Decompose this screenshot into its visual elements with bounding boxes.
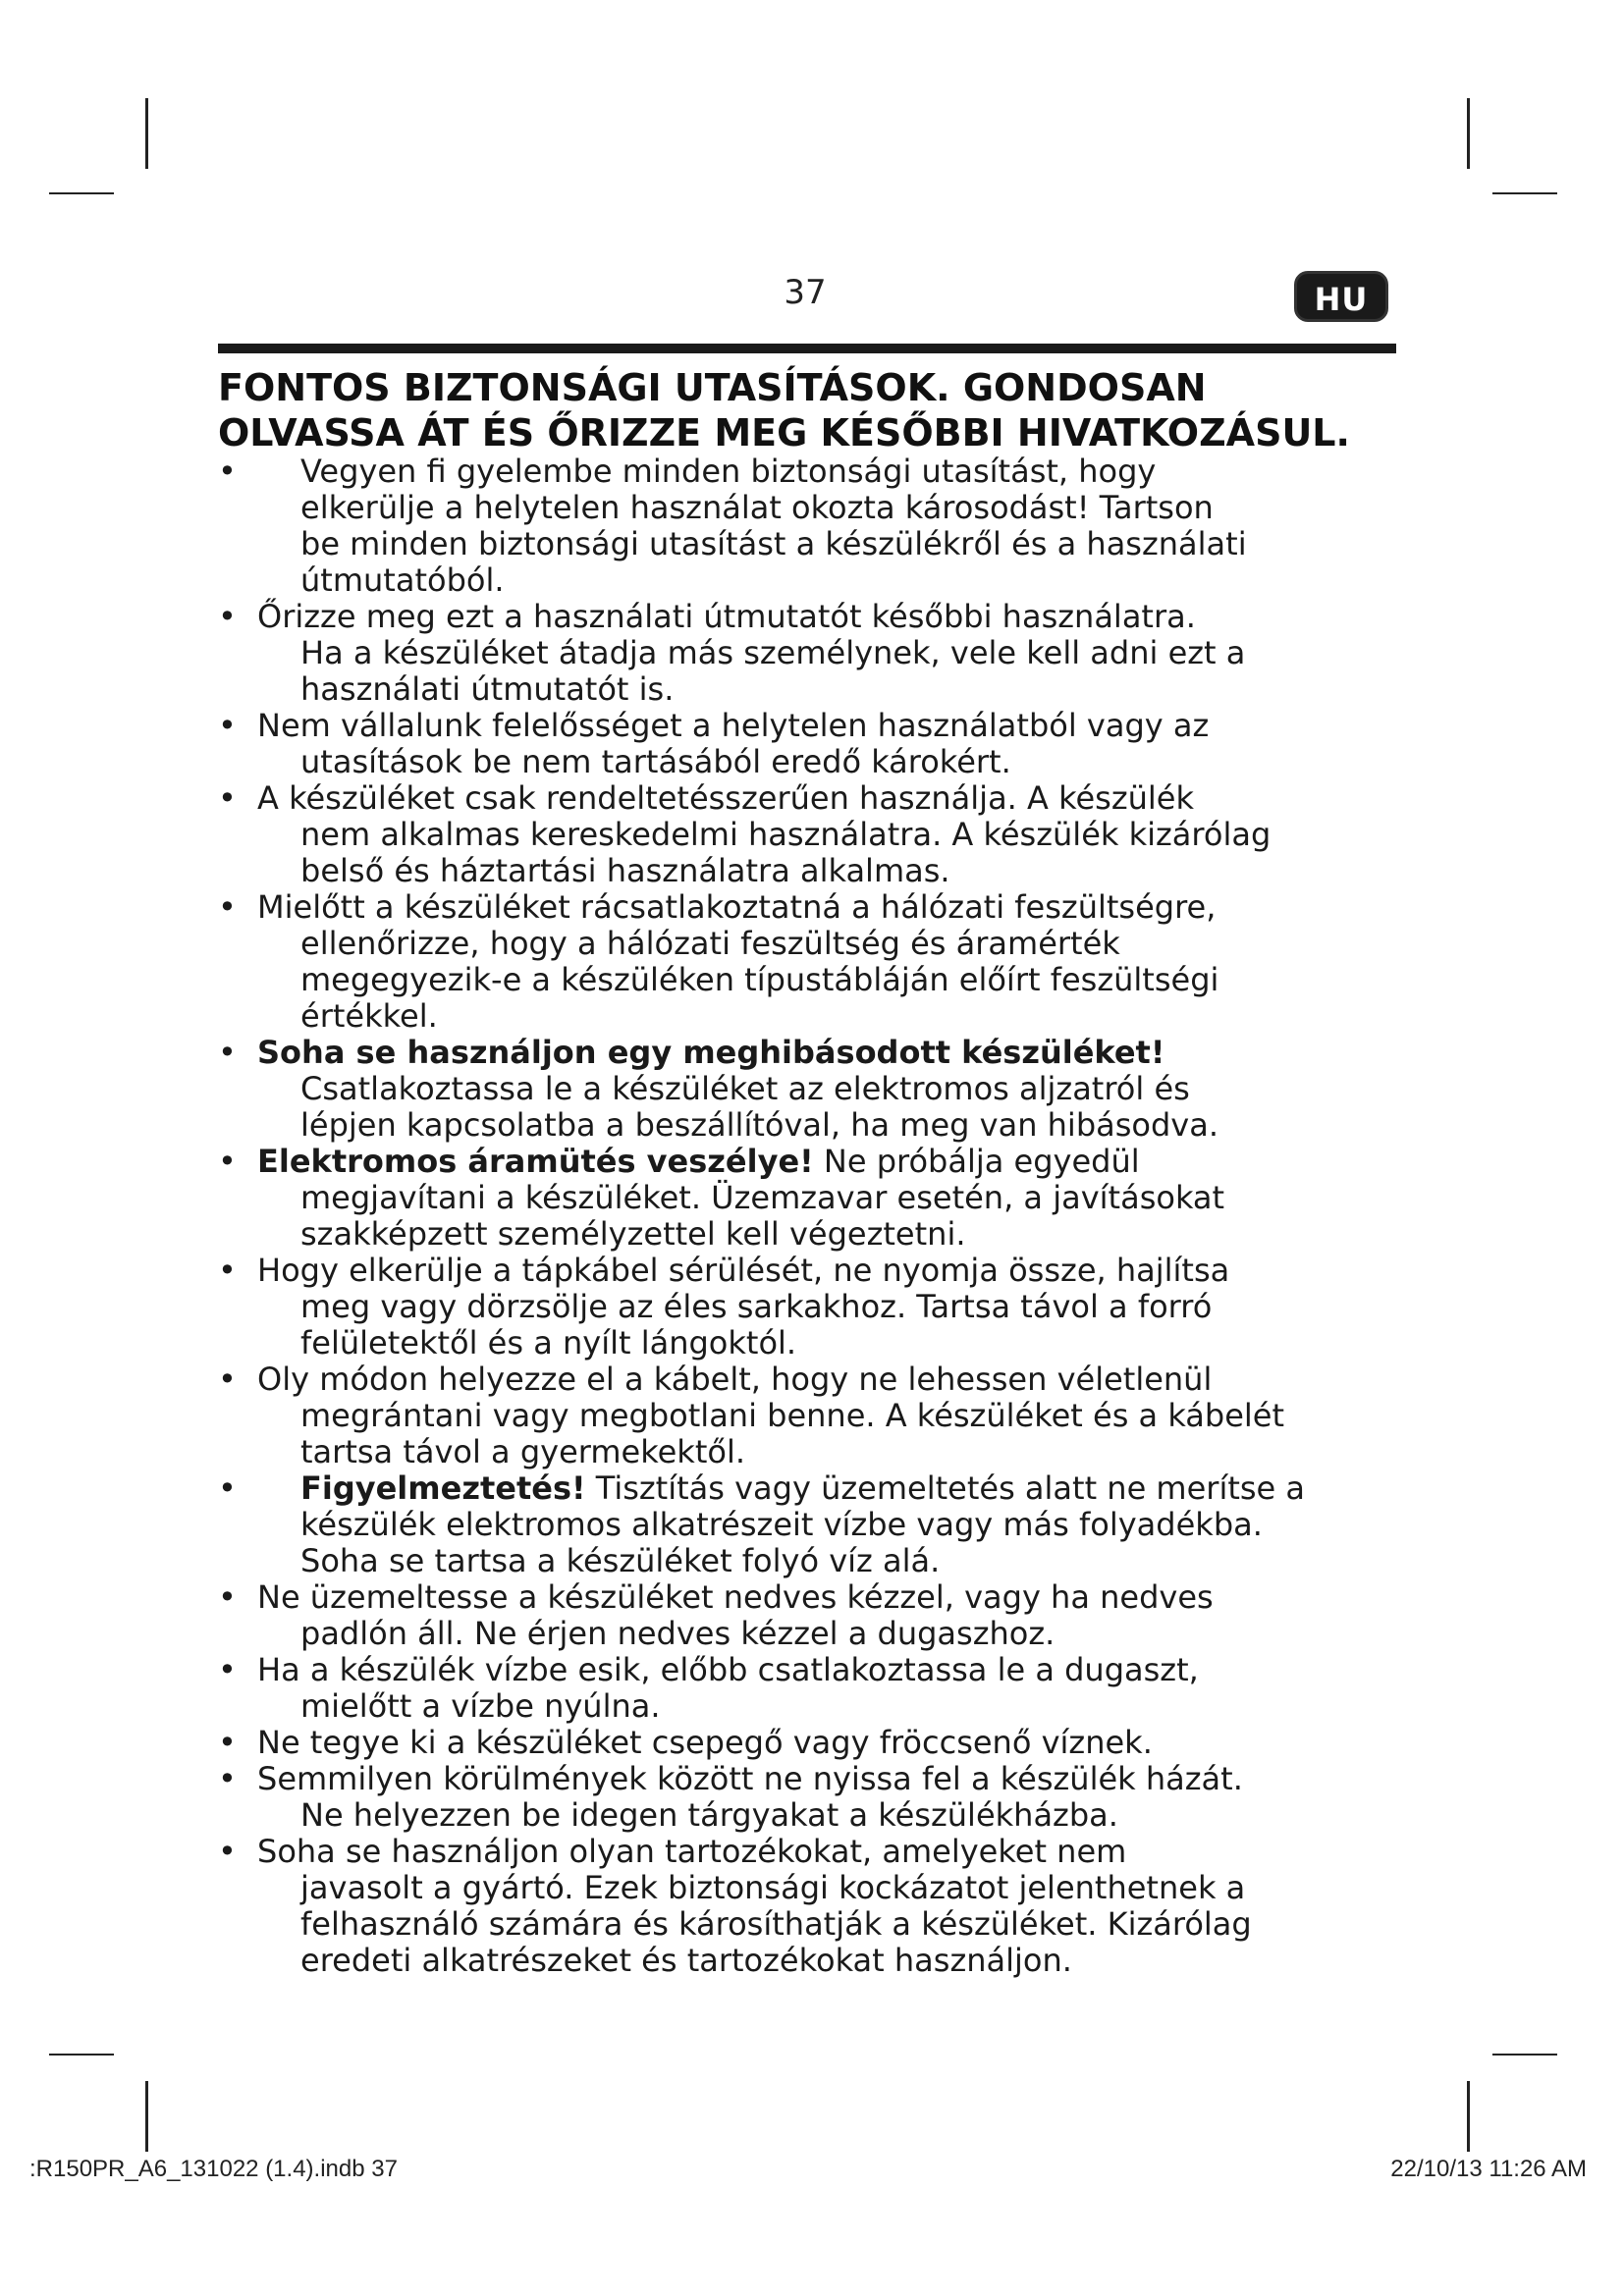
item-emphasis: Figyelmeztetés! xyxy=(300,1469,586,1507)
item-line: nem alkalmas kereskedelmi használatra. A készülék kizárólag xyxy=(300,816,1272,853)
title-line-1: FONTOS BIZTONSÁGI UTASÍTÁSOK. GONDOSAN xyxy=(218,366,1207,409)
item-text: Ne próbálja egyedül xyxy=(813,1143,1140,1180)
crop-mark xyxy=(145,98,148,169)
item-line: felhasználó számára és károsíthatják a készüléket. Kizárólag xyxy=(300,1905,1252,1943)
list-item xyxy=(218,780,1416,889)
item-line: tartsa távol a gyermekektől. xyxy=(300,1433,746,1470)
header-rule xyxy=(218,344,1396,353)
item-emphasis: Soha se használjon egy meghibásodott készüléket! xyxy=(257,1034,1165,1071)
item-line: padlón áll. Ne érjen nedves kézzel a dugaszhoz. xyxy=(300,1615,1056,1652)
item-line: megjavítani a készüléket. Üzemzavar esetén, a javításokat xyxy=(300,1179,1225,1216)
language-badge: HU xyxy=(1294,271,1388,322)
section-title xyxy=(218,365,1426,455)
crop-mark xyxy=(49,2054,114,2056)
item-line: felületektől és a nyílt lángoktól. xyxy=(300,1324,797,1362)
item-line: utasítások be nem tartásából eredő károkért. xyxy=(300,743,1011,780)
item-first-line: • Ne üzemeltesse a készüléket nedves kézzel, vagy ha nedves xyxy=(257,1578,1214,1616)
list-item xyxy=(218,599,1416,708)
item-line: be minden biztonsági utasítást a készülékről és a használati xyxy=(300,525,1247,562)
item-first-line xyxy=(257,1035,1416,1071)
item-first-line: • Soha se használjon olyan tartozékokat, amelyeket nem xyxy=(257,1833,1127,1870)
item-text: Tisztítás vagy üzemeltetés alatt ne merítse a xyxy=(585,1469,1306,1507)
crop-mark xyxy=(1492,192,1557,194)
list-item xyxy=(218,1253,1416,1362)
item-first-line xyxy=(257,1470,1416,1507)
item-line: belső és háztartási használatra alkalmas. xyxy=(300,852,950,889)
item-line: értékkel. xyxy=(300,997,438,1035)
item-line: megegyezik-e a készüléken típustábláján előírt feszültségi xyxy=(300,961,1219,998)
item-emphasis: Elektromos áramütés veszélye! xyxy=(257,1143,814,1180)
list-item xyxy=(218,1652,1416,1725)
item-first-line: • A készüléket csak rendeltetésszerűen használja. A készülék xyxy=(257,779,1195,817)
item-first-line: • Hogy elkerülje a tápkábel sérülését, ne nyomja össze, hajlítsa xyxy=(257,1252,1230,1289)
list-item xyxy=(218,889,1416,1035)
item-line: Ne helyezzen be idegen tárgyakat a készülékházba. xyxy=(300,1796,1118,1834)
item-line: elkerülje a helytelen használat okozta károsodást! Tartson xyxy=(300,489,1214,526)
item-line: lépjen kapcsolatba a beszállítóval, ha meg van hibásodva. xyxy=(300,1106,1219,1144)
crop-mark xyxy=(1467,2081,1470,2152)
item-first-line: • Vegyen fi gyelembe minden biztonsági utasítást, hogy xyxy=(300,453,1157,490)
item-line: Csatlakoztassa le a készüléket az elektromos aljzatról és xyxy=(300,1070,1190,1107)
safety-instructions-list xyxy=(218,454,1416,1979)
item-line: szakképzett személyzettel kell végeztetni. xyxy=(300,1215,966,1253)
item-line: Soha se tartsa a készüléket folyó víz alá. xyxy=(300,1542,941,1579)
item-line: javasolt a gyártó. Ezek biztonsági kockázatot jelenthetnek a xyxy=(300,1869,1246,1906)
footer-datetime: 22/10/13 11:26 AM xyxy=(1390,2156,1587,2182)
crop-mark xyxy=(1467,98,1470,169)
item-first-line: • Ha a készülék vízbe esik, előbb csatlakoztassa le a dugaszt, xyxy=(257,1651,1199,1688)
item-line: útmutatóból. xyxy=(300,561,505,599)
title-line-2: OLVASSA ÁT ÉS ŐRIZZE MEG KÉSŐBBI HIVATKOZÁSUL. xyxy=(218,411,1350,454)
footer-file: :R150PR_A6_131022 (1.4).indb 37 xyxy=(29,2156,398,2182)
item-first-line: • Oly módon helyezze el a kábelt, hogy ne lehessen véletlenül xyxy=(257,1361,1213,1398)
list-item xyxy=(218,1579,1416,1652)
item-line: készülék elektromos alkatrészeit vízbe vagy más folyadékba. xyxy=(300,1506,1263,1543)
item-line: megrántani vagy megbotlani benne. A készüléket és a kábelét xyxy=(300,1397,1285,1434)
list-item xyxy=(218,1834,1416,1979)
item-line: mielőtt a vízbe nyúlna. xyxy=(300,1687,661,1725)
item-line: Ha a készüléket átadja más személynek, vele kell adni ezt a xyxy=(300,634,1246,671)
list-item xyxy=(218,1761,1416,1834)
crop-mark xyxy=(1492,2054,1557,2056)
list-item xyxy=(218,708,1416,780)
item-first-line: • Semmilyen körülmények között ne nyissa fel a készülék házát. xyxy=(257,1760,1243,1797)
item-line: ellenőrizze, hogy a hálózati feszültség és áramérték xyxy=(300,925,1120,962)
list-item xyxy=(218,1362,1416,1470)
item-line: használati útmutatót is. xyxy=(300,670,675,708)
list-item xyxy=(218,1035,1416,1144)
item-first-line: • Ne tegye ki a készüléket csepegő vagy fröccsenő víznek. xyxy=(257,1724,1153,1761)
item-first-line: • Őrizze meg ezt a használati útmutatót későbbi használatra. xyxy=(257,598,1196,635)
list-item xyxy=(218,454,1416,599)
item-first-line: • Mielőtt a készüléket rácsatlakoztatná a hálózati feszültségre, xyxy=(257,888,1217,926)
item-line: meg vagy dörzsölje az éles sarkakhoz. Tartsa távol a forró xyxy=(300,1288,1213,1325)
list-item xyxy=(218,1725,1416,1761)
page-number: 37 xyxy=(784,273,827,312)
crop-mark xyxy=(145,2081,148,2152)
list-item xyxy=(218,1470,1416,1579)
item-first-line xyxy=(257,1144,1416,1180)
list-item xyxy=(218,1144,1416,1253)
item-first-line: • Nem vállalunk felelősséget a helytelen használatból vagy az xyxy=(257,707,1210,744)
item-line: eredeti alkatrészeket és tartozékokat használjon. xyxy=(300,1942,1072,1979)
crop-mark xyxy=(49,192,114,194)
